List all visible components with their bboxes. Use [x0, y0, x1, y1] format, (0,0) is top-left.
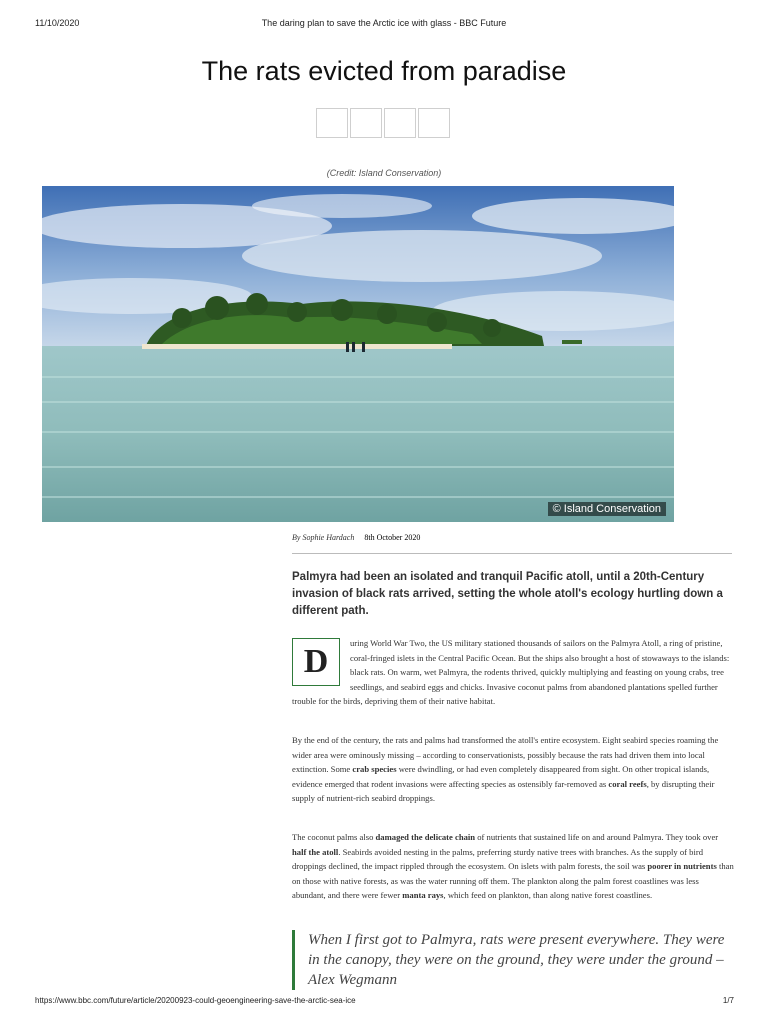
hero-image [42, 186, 674, 522]
paragraph-3-text-e: , which feed on plankton, than along native forest coastlines. [443, 890, 653, 901]
pull-quote: When I first got to Palmyra, rats were present everywhere. They were in the canopy, they were on the ground, they were under the ground – Alex Wegmann [292, 930, 732, 990]
share-button-3[interactable] [384, 108, 416, 138]
paragraph-2-text-b: were dwindling, or had even completely disappeared from sight. On other tropical islands, evidence emerged that rodent invasions were affecting species as ostensibly far-removed as [292, 764, 710, 789]
byline [292, 533, 420, 542]
author-name[interactable]: By Sophie Hardach [292, 533, 355, 542]
share-button-2[interactable] [350, 108, 382, 138]
page-number: 1/7 [722, 996, 734, 1005]
divider [292, 553, 732, 554]
print-footer [0, 996, 768, 1008]
paragraph-2 [292, 733, 734, 806]
link-delicate-chain[interactable]: damaged the delicate chain [375, 832, 476, 842]
image-watermark: © Island Conservation [548, 502, 666, 516]
link-poorer-in-nutrients[interactable]: poorer in nutrients [647, 861, 717, 872]
print-header [0, 18, 768, 32]
paragraph-3-text-c: . Seabirds avoided nesting in the palms, preferring sturdy native trees with branches. As the supply of bird droppings declined, the impact rippled through the ecosystem. On islets with palm forests, the soil was [292, 846, 703, 872]
share-button-4[interactable] [418, 108, 450, 138]
link-crab-species[interactable]: crab species [352, 764, 397, 775]
island-photo [42, 186, 674, 522]
paragraph-2-text-a: By the end of the century, the rats and palms had transformed the atoll's entire ecosystem. Eight seabird species roaming the wider area were ominously missing – according to conservationists, possibly because the rats had driven them into local extinction. Some [292, 735, 719, 775]
paragraph-1 [292, 636, 734, 709]
link-coral-reefs[interactable]: coral reefs [608, 778, 647, 789]
article-intro: Palmyra had been an isolated and tranquil Pacific atoll, until a 20th-Century invasion of black rats arrived, setting the whole atoll's ecology hurtling down a different path. [292, 571, 723, 617]
paragraph-3 [292, 830, 734, 903]
paragraph-1-text: uring World War Two, the US military stationed thousands of sailors on the Palmyra Atoll, a ring of pristine, coral-fringed islets in the Central Pacific Ocean. But the ships also brought a host of stowaways to the islands: black rats. On warm, wet Palmyra, the rodents thrived, quickly multiplying and feasting on young crabs, tree seedlings, and seabird eggs and chicks. Invasive coconut palms from abandoned plantations spelled further trouble for the birds, depriving them of their native habitat. [292, 638, 730, 707]
paragraph-3-text-b: of nutrients that sustained life on and around Palmyra. They took over [475, 832, 719, 842]
share-button-1[interactable] [316, 108, 348, 138]
print-title: The daring plan to save the Arctic ice with glass - BBC Future [261, 18, 507, 28]
print-date: 11/10/2020 [35, 18, 80, 28]
paragraph-2-text-c: , by disrupting their supply of nutrient-rich seabird droppings. [292, 778, 715, 804]
link-manta-rays[interactable]: manta rays [402, 890, 444, 901]
print-url: https://www.bbc.com/future/article/20200923-could-geoengineering-save-the-arctic-sea-ice [35, 996, 356, 1005]
drop-cap: D [292, 638, 340, 686]
image-credit: (Credit: Island Conservation) [326, 168, 442, 178]
paragraph-3-text-a: The coconut palms also [292, 832, 376, 842]
link-half-the-atoll[interactable]: half the atoll [292, 846, 339, 857]
article-headline: The rats evicted from paradise [201, 56, 567, 86]
share-buttons [316, 108, 456, 140]
paragraph-3-text-d: than on those with native forests, as was the water running off them. The plankton along the palm forest coastlines was less abundant, and there were fewer [292, 861, 734, 901]
publish-date: 8th October 2020 [364, 533, 421, 542]
